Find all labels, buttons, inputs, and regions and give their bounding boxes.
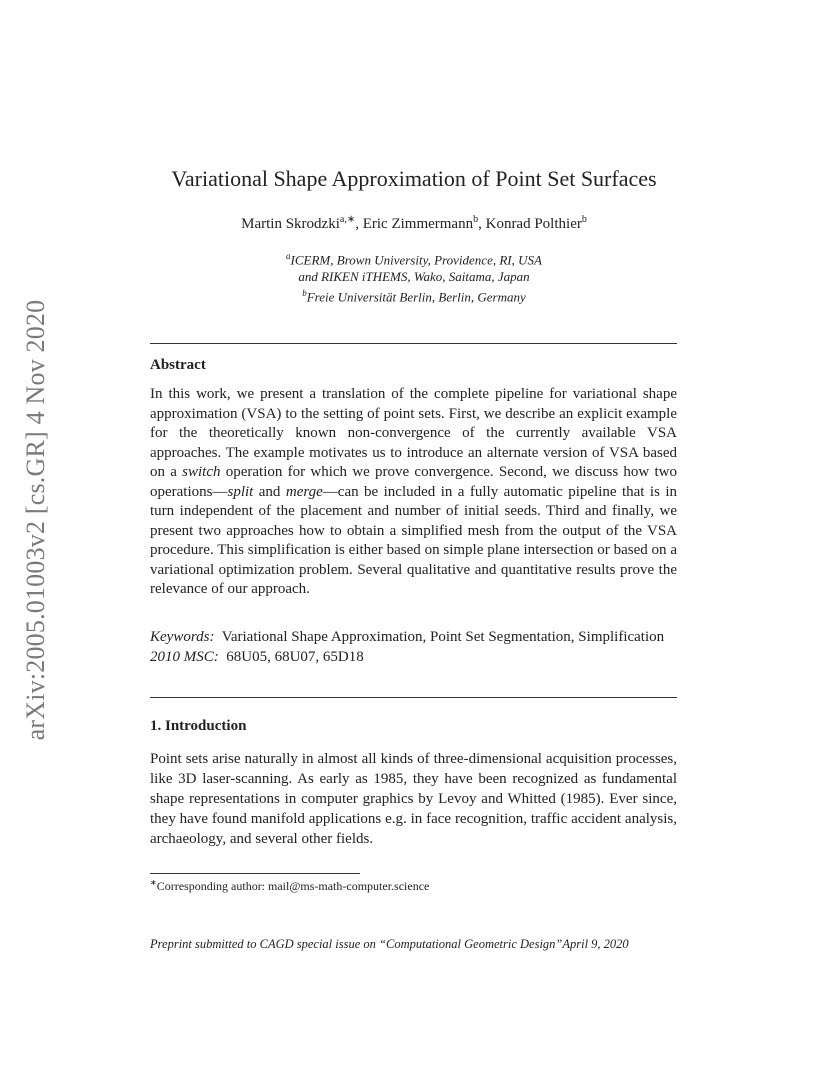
author-affiliation-mark: b [581, 214, 587, 225]
abstract-text-segment: operation for which we prove convergence. Second, we discuss how two operations— [150, 464, 677, 500]
footnote-text: Corresponding author: mail@ms-math-computer.science [156, 879, 430, 893]
author-name: Martin Skrodzki [241, 216, 340, 232]
abstract-bottom-rule [150, 697, 677, 698]
keywords-value: Variational Shape Approximation, Point Set Segmentation, Simplification [221, 629, 665, 645]
footnote [150, 878, 429, 894]
affiliation-mark: a [286, 251, 291, 261]
abstract-text-segment: In this work, we present a translation of the complete pipeline for variational shape approximation (VSA) to the setting of point sets. First, we describe an explicit example for the theoretically known non-convergence of the currently available VSA approaches. The example motivates us to introduce an alternate version of VSA based on a [150, 386, 677, 480]
abstract-heading: Abstract [150, 357, 206, 373]
keywords-block [150, 627, 677, 667]
keywords-label: Keywords: [150, 629, 215, 645]
arxiv-identifier-text: arXiv:2005.01003v2 [cs.GR] 4 Nov 2020 [21, 299, 50, 741]
preprint-notice: Preprint submitted to CAGD special issue on “Computational Geometric Design”April 9, 2020 [150, 937, 629, 951]
msc-label: 2010 MSC: [150, 649, 219, 665]
author-name: Eric Zimmermann [362, 216, 474, 232]
author-affiliation-mark: a,∗ [339, 214, 356, 225]
affiliation-mark: b [302, 288, 307, 299]
paper-title: Variational Shape Approximation of Point Set Surfaces [171, 166, 657, 191]
author-affiliation-mark: b [473, 214, 479, 225]
footnote-rule [150, 873, 360, 874]
footnote-mark: ∗ [150, 878, 157, 887]
affiliation-b-line: Freie Universität Berlin, Berlin, Germany [306, 289, 526, 305]
abstract-text-segment: —can be included in a fully automatic pipeline that is in turn independent of the placement and number of initial seeds. Third and finally, we present two approaches how to obtain a simplified mesh from the output of the VSA procedure. This simplification is either based on simple plane intersection or based on a variational optimization problem. Several qualitative and quantitative results prove the relevance of our approach. [150, 483, 677, 597]
abstract-body [150, 385, 677, 600]
affiliations [0, 248, 828, 306]
affiliation-a-line1: ICERM, Brown University, Providence, RI, USA [290, 252, 542, 268]
author-list: Martin Skrodzki$^{a,∗}$, Eric Zimmermann$^b$, Konrad Polthier$^b$ [241, 214, 587, 232]
abstract-emphasis: switch [182, 464, 221, 480]
section-heading-introduction: 1. Introduction [150, 718, 247, 734]
introduction-paragraph: Point sets arise naturally in almost all kinds of three-dimensional acquisition processes, like 3D laser-scanning. As early as 1985, they have been recognized as fundamental shape representations in computer graphics by Levoy and Whitted (1985). Ever since, they have found manifold applications e.g. in face recognition, traffic accident analysis, archaeology, and several other fields. [150, 751, 677, 847]
abstract-emphasis: merge [285, 483, 323, 500]
msc-value: 68U05, 68U07, 65D18 [226, 649, 364, 665]
abstract-text-segment: and [253, 483, 286, 500]
affiliation-a-line2: and RIKEN iTHEMS, Wako, Saitama, Japan [298, 269, 530, 285]
arxiv-identifier-stamp [22, 288, 50, 752]
abstract-emphasis: split [227, 483, 254, 500]
author-name: Konrad Polthier [485, 216, 582, 232]
abstract-top-rule [150, 343, 677, 344]
